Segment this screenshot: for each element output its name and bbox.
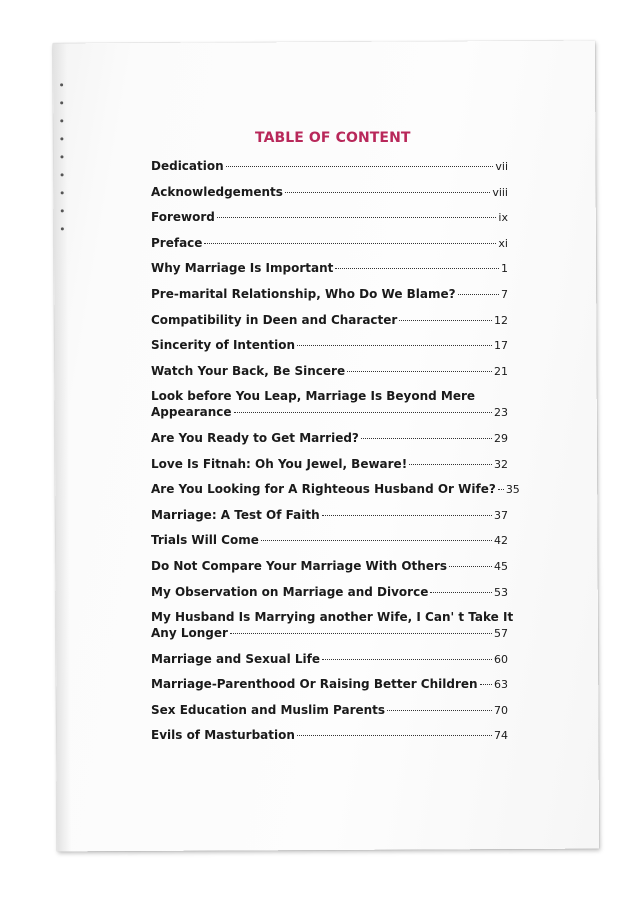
toc-entry-title: Pre-marital Relationship, Who Do We Blame? (151, 286, 456, 301)
dot-leader (285, 192, 490, 193)
toc-page-number: 17 (494, 339, 508, 353)
toc-entry-title: Evils of Masturbation (151, 728, 295, 743)
toc-entry[interactable] (151, 481, 520, 498)
toc-page-number: 63 (494, 678, 508, 692)
dot-leader (399, 320, 492, 321)
toc-entry-title: Acknowledgements (151, 184, 283, 199)
toc-entry-title: My Observation on Marriage and Divorce (151, 584, 429, 599)
dot-leader (449, 566, 492, 567)
toc-page-number: vii (495, 160, 508, 173)
binding-holes (60, 83, 65, 243)
toc-entry-title: Trials Will Come (151, 533, 259, 548)
toc-entry-title: Marriage: A Test Of Faith (151, 507, 320, 522)
toc-entry-title: My Husband Is Marrying another Wife, I Can' t Take It (151, 610, 514, 625)
toc-entry[interactable] (151, 702, 508, 719)
dot-leader (458, 294, 499, 295)
toc-page-number: 53 (494, 585, 508, 599)
toc-entry-title: Dedication (151, 159, 224, 173)
toc-entry[interactable] (151, 337, 508, 354)
toc-entry-title: Are You Ready to Get Married? (151, 430, 359, 445)
dot-leader (230, 633, 492, 634)
toc-entry[interactable] (151, 209, 508, 226)
toc-entry-title: Compatibility in Deen and Character (151, 312, 398, 327)
toc-page-number: 70 (494, 703, 508, 717)
toc-page-number: 60 (494, 652, 508, 666)
toc-page-number: xi (498, 236, 508, 250)
toc-page-number: viii (492, 185, 508, 199)
toc-page-number: 74 (494, 729, 508, 743)
toc-entry-line2 (151, 625, 508, 642)
toc-page-number: 45 (494, 559, 508, 573)
toc-title: TABLE OF CONTENT (255, 130, 411, 146)
toc-page-number: 35 (505, 483, 520, 497)
dot-leader (387, 710, 492, 711)
dot-leader (297, 735, 492, 736)
toc-page-number: 21 (494, 364, 508, 378)
dot-leader (430, 592, 492, 593)
toc-entry-title: Preface (151, 235, 203, 250)
toc-entry-line2 (151, 404, 508, 421)
toc-entry-title: Watch Your Back, Be Sincere (151, 363, 346, 378)
dot-leader (226, 166, 494, 167)
toc-page-number: 42 (494, 534, 508, 548)
toc-page-number: 29 (494, 431, 508, 445)
toc-entry[interactable] (151, 235, 508, 252)
toc-entry[interactable] (151, 532, 508, 549)
toc-entry[interactable] (151, 651, 508, 668)
toc-entry[interactable] (151, 456, 508, 473)
toc-entry[interactable] (151, 727, 508, 744)
toc-list (151, 158, 520, 753)
toc-entry-title: Are You Looking for A Righteous Husband Or Wife? (151, 482, 496, 497)
toc-entry-title: Sex Education and Muslim Parents (151, 702, 386, 717)
toc-entry[interactable] (151, 158, 508, 175)
dot-leader (297, 345, 492, 346)
toc-entry-title: Marriage and Sexual Life (151, 651, 320, 666)
toc-entry[interactable] (151, 430, 508, 447)
toc-page-number: 7 (501, 287, 508, 301)
toc-entry[interactable] (151, 388, 508, 421)
dot-leader (261, 540, 492, 541)
toc-entry[interactable] (151, 584, 508, 601)
toc-entry-title: Look before You Leap, Marriage Is Beyond Mere (151, 389, 476, 404)
toc-entry[interactable] (151, 312, 508, 329)
toc-page-number: 12 (494, 313, 508, 327)
dot-leader (322, 515, 492, 516)
toc-page-number: 32 (494, 457, 508, 471)
toc-entry[interactable] (151, 676, 508, 693)
dot-leader (234, 412, 492, 413)
dot-leader (347, 371, 492, 372)
dot-leader (217, 217, 497, 218)
toc-entry-title: Foreword (151, 210, 215, 225)
toc-page-number: 57 (494, 627, 508, 641)
toc-entry[interactable] (151, 558, 508, 575)
toc-entry-title: Love Is Fitnah: Oh You Jewel, Beware! (151, 456, 408, 471)
dot-leader (498, 489, 504, 490)
toc-entry-title: Do Not Compare Your Marriage With Others (151, 558, 448, 573)
toc-entry[interactable] (151, 609, 514, 642)
dot-leader (335, 268, 499, 269)
dot-leader (480, 684, 492, 685)
toc-page-number: 37 (494, 508, 508, 522)
toc-entry-title-continued: Any Longer (151, 626, 228, 641)
toc-entry-title: Sincerity of Intention (151, 338, 296, 353)
toc-page-number: ix (498, 211, 508, 225)
toc-page-number: 1 (501, 262, 508, 276)
dot-leader (361, 438, 492, 439)
toc-entry[interactable] (151, 363, 508, 380)
toc-entry[interactable] (151, 260, 508, 277)
toc-entry[interactable] (151, 184, 508, 201)
dot-leader (204, 243, 496, 244)
toc-entry[interactable] (151, 507, 508, 524)
toc-entry-title: Why Marriage Is Important (151, 261, 334, 276)
toc-page-number: 23 (494, 406, 508, 420)
toc-entry-title: Marriage-Parenthood Or Raising Better Children (151, 677, 478, 692)
toc-entry[interactable] (151, 286, 508, 303)
dot-leader (409, 464, 492, 465)
toc-entry-title-continued: Appearance (151, 405, 232, 420)
dot-leader (322, 659, 492, 660)
